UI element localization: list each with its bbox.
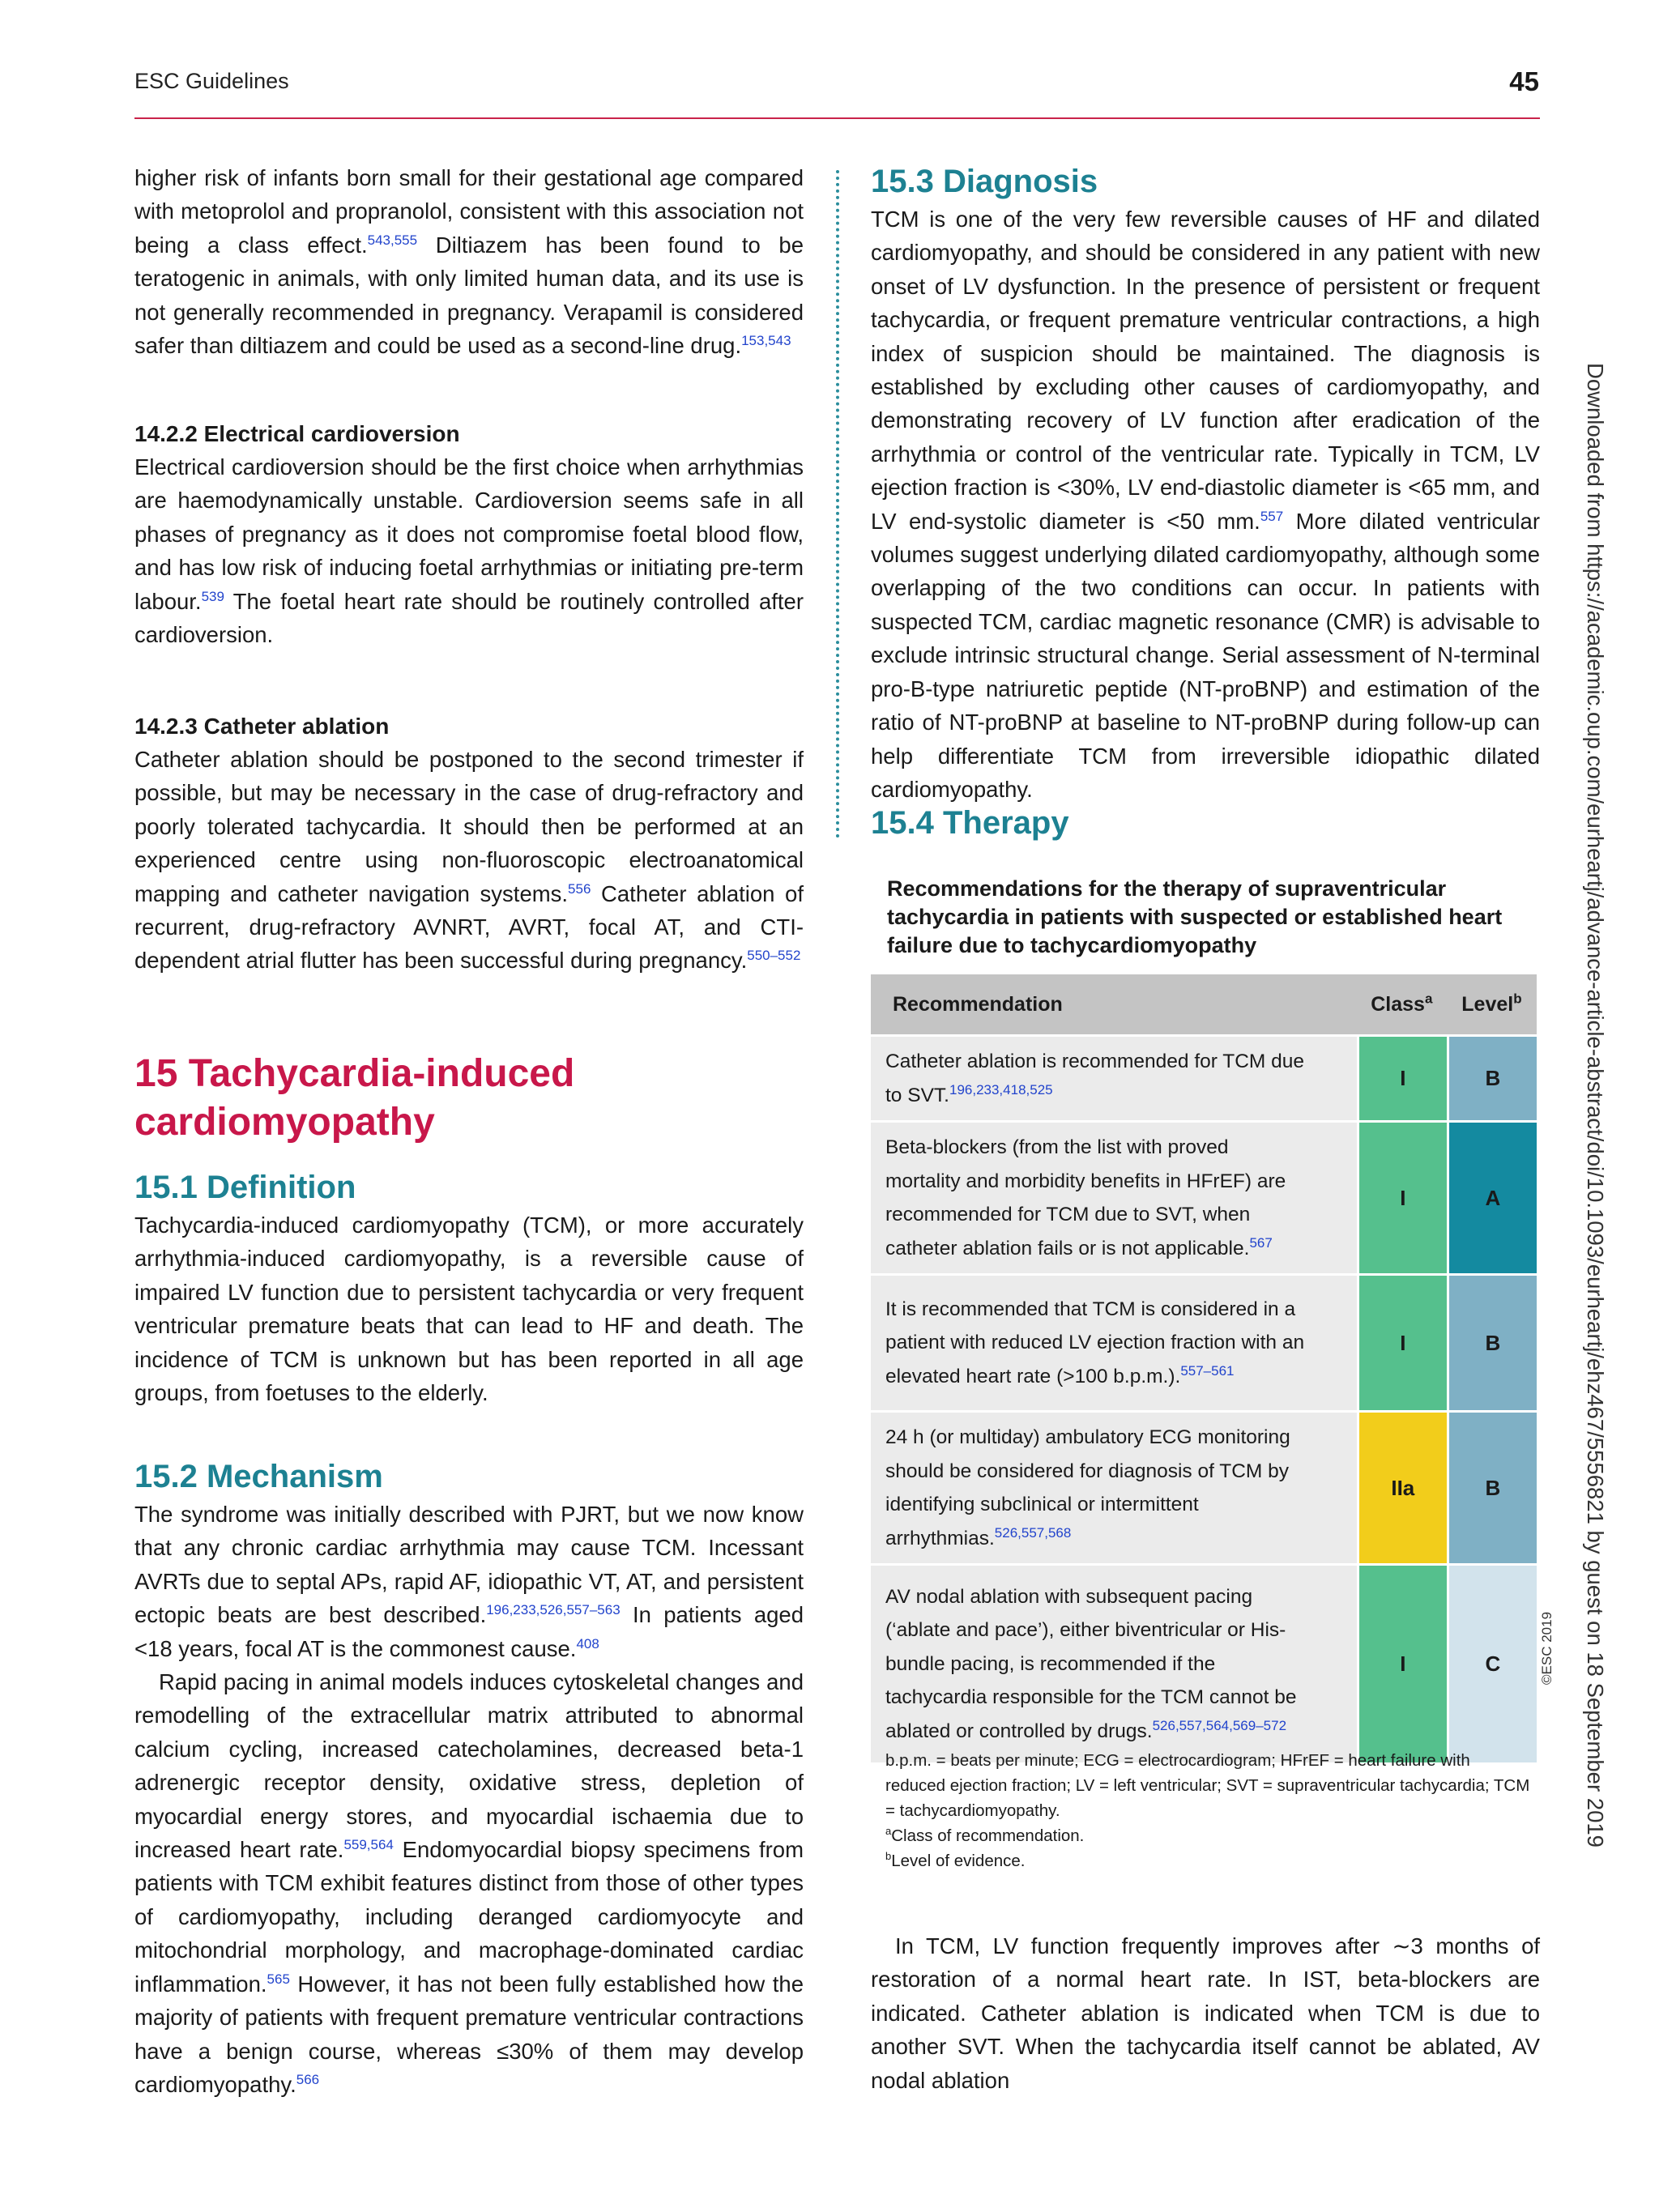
citation[interactable]: 556 bbox=[568, 880, 591, 897]
level-cell: B bbox=[1447, 1276, 1537, 1410]
section-heading: 15.4 Therapy bbox=[871, 805, 1069, 841]
section-14-2-2: 14.2.2 Electrical cardioversion Electrical cardioversion should be the first choice when arrhythmias are haemodynamically unstable. Cardioversion seems safe in all phases of pregnancy as it does not compromise foetal blood flow, and has low risk of inducing foetal arrhythmias or initiating pre-term labour.$^{539}$ The foetal heart rate should be routinely controlled after cardioversion. bbox=[134, 418, 804, 651]
citation[interactable]: 196,233,526,557–563 bbox=[486, 1602, 621, 1618]
recommendation-text: Catheter ablation is recommended for TCM due to SVT.$^{196,233,418,525}$ bbox=[871, 1037, 1357, 1120]
citation[interactable]: 567 bbox=[1249, 1234, 1273, 1251]
section-15-1 bbox=[134, 1166, 804, 1409]
class-cell: I bbox=[1357, 1566, 1447, 1762]
footnote-a: $^a$Class of recommendation. bbox=[885, 1825, 1085, 1845]
class-cell: IIa bbox=[1357, 1413, 1447, 1563]
section-heading: 14.2.2 Electrical cardioversion bbox=[134, 421, 460, 446]
class-cell: I bbox=[1357, 1037, 1447, 1120]
footnote-b: $^b$Level of evidence. bbox=[885, 1850, 1026, 1870]
citation[interactable]: 408 bbox=[576, 1635, 599, 1652]
table-row bbox=[871, 1413, 1537, 1563]
section-heading: 15.3 Diagnosis bbox=[871, 164, 1098, 199]
citation[interactable]: 566 bbox=[296, 2071, 320, 2087]
section-heading: 15.2 Mechanism bbox=[134, 1459, 383, 1494]
journal-name: ESC Guidelines bbox=[134, 69, 289, 93]
closing-paragraph: In TCM, LV function frequently improves after ∼3 months of restoration of a normal heart rate. In IST, beta-blockers are indicated. Catheter ablation is indicated when TCM is due to another SVT. When the tachycardia itself cannot be ablated, AV nodal ablation bbox=[871, 1933, 1540, 2093]
col-header-recommendation: Recommendation bbox=[871, 974, 1357, 1034]
section-15-4 bbox=[871, 802, 1540, 844]
citation[interactable]: 543,555 bbox=[367, 232, 418, 248]
section-15-heading bbox=[134, 1050, 804, 1147]
citation[interactable]: 557–561 bbox=[1180, 1362, 1235, 1379]
recommendations-table-title: Recommendations for the therapy of supraventricular tachycardia in patients with suspected or established heart failure due to tachycardiomyopathy bbox=[887, 876, 1503, 957]
class-cell: I bbox=[1357, 1276, 1447, 1410]
citation[interactable]: 196,233,418,525 bbox=[949, 1081, 1053, 1097]
table-row bbox=[871, 1276, 1537, 1410]
level-cell: A bbox=[1447, 1123, 1537, 1273]
left-intro-paragraph: higher risk of infants born small for their gestational age compared with metoprolol and propranolol, consistent with this association not being a class effect.$^{543,555}$ Diltiazem has been found to be teratogenic in animals, with only limited human data, and its use is not generally recommended in pregnancy. Verapamil is considered safer than diltiazem and could be used as a second-line drug.$^{153,543}$ bbox=[134, 165, 804, 359]
col-header-level: Level$^b$ bbox=[1447, 974, 1537, 1034]
level-cell: C bbox=[1447, 1566, 1537, 1762]
chapter-title-line2: cardiomyopathy bbox=[134, 1101, 435, 1144]
level-cell: B bbox=[1447, 1037, 1537, 1120]
recommendation-text: Beta-blockers (from the list with proved mortality and morbidity benefits in HFrEF) are recommended for TCM due to SVT, when catheter ablation fails or is not applicable.$^{567}$ bbox=[871, 1123, 1357, 1273]
table-header-row bbox=[871, 974, 1537, 1034]
citation[interactable]: 539 bbox=[201, 588, 224, 604]
section-heading: 14.2.3 Catheter ablation bbox=[134, 714, 390, 739]
section-15-2: 15.2 Mechanism The syndrome was initially described with PJRT, but we now know that any chronic cardiac arrhythmia may cause TCM. Incessant AVRTs due to septal APs, rapid AF, idiopathic VT, AT, and persistent ectopic beats are best described.$^{196,233,526,557-563}$ In patients aged <18 years, focal AT is the commonest cause.$^{408}$ Rapid pacing in animal models induces cytoskeletal changes and remodelling of the extracellular matrix attributed to abnormal calcium cycling, increased catecholamines, decreased beta-1 adrenergic receptor density, oxidative stress, depletion of myocardial energy stores, and myocardial ischaemia due to increased heart rate.$^{559,564}$ Endomyocardial biopsy specimens from patients with TCM exhibit features distinct from those of other types of cardiomyopathy, including deranged cardiomyocyte and mitochondrial morphology, and macrophage-dominated cardiac inflammation.$^{565}$ However, it has not been fully established how the majority of patients with frequent premature ventricular contractions have a benign course, whereas ≤30% of them may develop cardiomyopathy.$^{566}$ bbox=[134, 1455, 804, 2101]
section-heading: 15.1 Definition bbox=[134, 1170, 356, 1205]
citation[interactable]: 565 bbox=[267, 1971, 290, 1987]
recommendation-text: AV nodal ablation with subsequent pacing (‘ablate and pace’), either biventricular or His-bundle pacing, is recommended if the tachycardia responsible for the TCM cannot be ablated or controlled by drugs.$^{526,557,564,569-572}$ bbox=[871, 1566, 1357, 1762]
section-14-2-3: 14.2.3 Catheter ablation Catheter ablation should be postponed to the second trimester if possible, but may be necessary in the case of drug-refractory and poorly tolerated tachycardia. It should then be performed at an experienced centre using non-fluoroscopic electroanatomical mapping and catheter navigation systems.$^{556}$ Catheter ablation of recurrent, drug-refractory AVNRT, AVRT, focal AT, and CTI-dependent atrial flutter has been successful during pregnancy.$^{550-552}$ bbox=[134, 710, 804, 978]
recommendation-text: 24 h (or multiday) ambulatory ECG monitoring should be considered for diagnosis of TCM by identifying subclinical or intermittent arrhythmias.$^{526,557,568}$ bbox=[871, 1413, 1357, 1563]
table-row bbox=[871, 1037, 1537, 1120]
abbreviations: b.p.m. = beats per minute; ECG = electrocardiogram; HFrEF = heart failure with reduced ejection fraction; LV = left ventricular; SVT = supraventricular tachycardia; TCM = tachycardiomyopathy. bbox=[885, 1751, 1530, 1820]
recommendations-table bbox=[871, 972, 1537, 1765]
citation[interactable]: 526,557,568 bbox=[994, 1524, 1072, 1541]
citation[interactable]: 559,564 bbox=[343, 1836, 394, 1852]
page-number: 45 bbox=[1509, 66, 1539, 96]
class-cell: I bbox=[1357, 1123, 1447, 1273]
citation[interactable]: 550–552 bbox=[747, 948, 801, 964]
citation[interactable]: 526,557,564,569–572 bbox=[1152, 1717, 1287, 1733]
citation[interactable]: 153,543 bbox=[741, 332, 791, 348]
col-header-class: Class$^a$ bbox=[1357, 974, 1447, 1034]
chapter-title-line1: 15 Tachycardia-induced bbox=[134, 1052, 575, 1095]
esc-copyright: ©ESC 2019 bbox=[1539, 1611, 1555, 1685]
table-footnotes bbox=[885, 1748, 1533, 1873]
table-row bbox=[871, 1566, 1537, 1762]
download-note[interactable]: Downloaded from https://academic.oup.com/eurheartj/advance-article-abstract/doi/10.1093/eurheartj/ehz467/5556821 by guest on 18 September 2019 bbox=[1583, 363, 1608, 1848]
citation[interactable]: 557 bbox=[1260, 508, 1284, 524]
header-rule bbox=[134, 117, 1540, 119]
level-cell: B bbox=[1447, 1413, 1537, 1563]
section-15-3: 15.3 Diagnosis TCM is one of the very few reversible causes of HF and dilated cardiomyopathy, and should be considered in any patient with new onset of LV dysfunction. In the presence of persistent or frequent tachycardia, or frequent premature ventricular contractions, a high index of suspicion should be maintained. The diagnosis is established by excluding other causes of cardiomyopathy, and demonstrating recovery of LV function after eradication of the arrhythmia or control of the ventricular rate. Typically in TCM, LV ejection fraction is <30%, LV end-diastolic diameter is <65 mm, and LV end-systolic diameter is <50 mm.$^{557}$ More dilated ventricular volumes suggest underlying dilated cardiomyopathy, although some overlapping of the two conditions can occur. In patients with suspected TCM, cardiac magnetic resonance (CMR) is advisable to exclude intrinsic structural change. Serial assessment of N-terminal pro-B-type natriuretic peptide (NT-proBNP) and estimation of the ratio of NT-proBNP at baseline to NT-proBNP during follow-up can help differentiate TCM from irreversible idiopathic dilated cardiomyopathy. bbox=[871, 160, 1540, 806]
column-divider bbox=[836, 170, 839, 838]
table-row bbox=[871, 1123, 1537, 1273]
definition-text: Tachycardia-induced cardiomyopathy (TCM), or more accurately arrhythmia-induced cardiomyopathy, is a reversible cause of impaired LV function due to persistent tachycardia or very frequent ventricular premature beats that can lead to HF and death. The incidence of TCM is unknown but has been reported in all age groups, from foetuses to the elderly. bbox=[134, 1213, 804, 1406]
recommendation-text: It is recommended that TCM is considered in a patient with reduced LV ejection fraction with an elevated heart rate (>100 b.p.m.).$^{557-561}$ bbox=[871, 1276, 1357, 1410]
